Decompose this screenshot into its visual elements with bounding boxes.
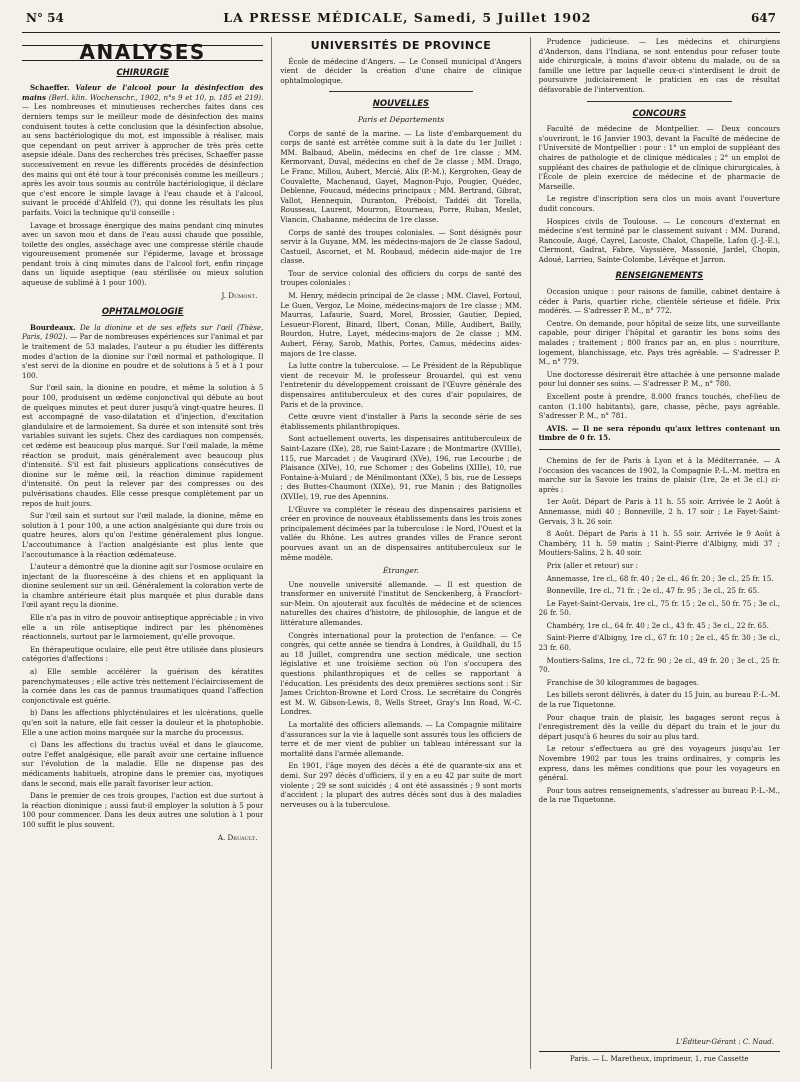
issue-number: N° 54	[26, 11, 64, 25]
paragraph: b) Dans les affections phlycténulaires et les ulcérations, quelle qu'en soit la nature, elle fait cesser la douleur et la photophobie. Elle a une action moins marquée sur la marche du processus.	[22, 708, 264, 737]
paragraph: Lavage et brossage énergique des mains pendant cinq minutes avec un savon mou et dans de l'eau aussi chaude que possible, toilette des ongles, asséchage avec une compresse stérile chaude vigoureusement promenée sur l'épiderme, lavage et brossage pendant trois à cinq minutes dans de l'alcool fort, enfin rinçage dans un liquide aseptique (eau stérilisée ou mieux solution aqueuse de sublimé à 1 pour 100).	[22, 220, 264, 288]
paragraph: Le retour s'effectuera au gré des voyageurs jusqu'au 1er Novembre 1902 par tous les trains ordinaires, y compris les express, dans les mêmes conditions que pour les voyageurs en général.	[538, 744, 780, 783]
column-middle	[280, 37, 521, 1069]
paragraph: En thérapeutique oculaire, elle peut être utilisée dans plusieurs catégories d'affections :	[22, 644, 264, 664]
article-body: — Les nombreuses et minutieuses recherches faites dans ces derniers temps sur le meilleur mode de désinfection des mains conduisent toutes à cette conclusion que la désinfection absolue, au sens bactériologique du mot, est impossible à réaliser, mais que cependant on peut arriver à approcher de très près cette asepsie idéale. Dans des recherches très précises, Schaeffer passe successivement en revue les différents procédés de désinfection des mains qui ont été tour à tour préconisés comme les meilleurs ; après les avoir tous soumis au contrôle bactériologique, il déclare que c'est encore le simple lavage à l'eau chaude et à l'alcool, suivant le procédé d'Ahlfeld (?), qui donne les résultats les plus parfaits. Voici la technique qu'il conseille :	[22, 102, 264, 217]
article-ref: (Thèse, Paris, 1902).	[22, 322, 264, 342]
article-schaeffer	[22, 83, 263, 217]
paragraph: c) Dans les affections du tractus uvéal et dans le glaucome, outre l'effet analgésique, elle paraît avoir une certaine influence sur l'évolution de la maladie. Elle ne dispense pas des médicaments habituels, atropine dans le premier cas, myotiques dans le second, mais elle paraît favoriser leur action.	[22, 740, 264, 788]
paragraph: La lutte contre la tuberculose. — Le Président de la République vient de recevoir M. le professeur Brouardel, qui est venu l'entretenir du développement croissant de l'Œuvre générale des dispensaires antituberculeux et des cures d'air populaires, de Paris et de la province.	[280, 361, 522, 409]
paragraph: Faculté de médecine de Montpellier. — Deux concours s'ouvriront, le 16 Janvier 1903, devant la Faculté de médecine de l'Université de Montpellier : pour : 1° un emploi de suppléant des chaires de pathologie et de clinique médicales ; 2° un emploi de suppléant des chaires de pathologie et de clinique chirurgicales, à l'École de plein exercice de médecine et de pharmacie de Marseille.	[538, 124, 780, 191]
paragraph: Excellent poste à prendre, 8.000 francs touchés, chef-lieu de canton (1.100 habitants), gare, chasse, pêche, pays agréable. S'adresser P. M., n° 781.	[538, 392, 780, 421]
column-separator	[530, 37, 531, 1069]
fare-line: Chambéry, 1re cl., 64 fr. 40 ; 2e cl., 43 fr. 45 ; 3e cl., 22 fr. 65.	[546, 620, 769, 630]
paragraph: Prix (aller et retour) sur :	[546, 560, 638, 570]
paragraph: Sur l'œil sain et surtout sur l'œil malade, la dionine, même en solution à 1 pour 100, a une action analgésiante qui dure trois ou quatre heures, alors qu'on l'estime généralement plus longue. L'accoutumance à l'action analgésiante est plus lente que l'accoutumance à la réaction œdémateuse.	[22, 511, 264, 559]
article-title: De la dionine et de ses effets sur l'œil	[79, 322, 233, 332]
subheading-etranger: Étranger.	[382, 566, 420, 576]
article-bourdeaux	[22, 323, 263, 381]
printer-credit: Paris. — L. Maretheux, imprimeur, 1, rue Cassette	[539, 1051, 780, 1065]
heading-ophtalmologie: OPHTALMOLOGIE	[101, 307, 184, 318]
newspaper-page	[22, 10, 780, 1072]
paragraph: Corps de santé des troupes coloniales. — Sont désignés pour servir à la Guyane, MM. les médecins-majors de 2e classe Sadoul, Castueil, Ascornet, et M. Roubaud, médecin aide-major de 1re classe.	[280, 227, 522, 266]
paragraph: Elle n'a pas in vitro de pouvoir antiseptique appréciable ; in vivo elle a un rôle antiseptique indirect par les phénomènes réactionnels, surtout par le larmoiement, qu'elle provoque.	[22, 613, 264, 642]
subheading-paris: Paris et Départements	[357, 114, 445, 124]
section-title-analyses: ANALYSES	[22, 45, 263, 61]
paragraph: Dans le premier de ces trois groupes, l'action est due surtout à la réaction dioninique ; aussi faut-il employer la solution à 5 pour 100 pour commencer. Dans les deux autres une solution à 1 pour 100 suffit le plus souvent.	[22, 791, 264, 829]
paragraph: L'Œuvre va compléter le réseau des dispensaires parisiens et créer en province de nouveaux établissements dans les trois zones principalement décimées par la tuberculose : le Nord, l'Ouest et la vallée du Rhône. Les autres grandes villes de France seront pourvues avant un an de dispensaires antituberculeux sur le même modèle.	[280, 504, 522, 562]
paragraph: Chemins de fer de Paris à Lyon et à la Méditerranée. — A l'occasion des vacances de 1902, la Compagnie P.-L.-M. mettra en marche sur la Savoie les trains de plaisir (1re, 2e et 3e cl.) ci-après :	[538, 455, 780, 494]
divider	[587, 101, 732, 102]
column-separator	[271, 37, 272, 1069]
paragraph: Sont actuellement ouverts, les dispensaires antituberculeux de Saint-Lazare (IXe), 28, rue Saint-Lazare ; de Montmartre (XVIIIe), 115, rue Marcadet ; de Vaugirard (XVe), 196, rue Lecourbe ; de Plaisance (XIVe), 10, rue Schomer ; des Gobelins (XIIIe), 10, rue Fontaine-à-Mulard ; de Ménilmontant (XXe), 5 bis, rue de Lesseps ; des Buttes-Chaumont (XIXe), 91, rue Manin ; des Batignolles (XVIIe), 19, rue des Apennins.	[280, 434, 522, 501]
heading-concours: CONCOURS	[632, 108, 687, 119]
paragraph: 1er Août. Départ de Paris à 11 h. 55 soir. Arrivée le 2 Août à Annemasse, midi 40 ; Bonneville, 2 h. 17 soir ; Le Fayet-Saint-Gervais, 3 h. 26 soir.	[538, 497, 780, 526]
paragraph: Congrès international pour la protection de l'enfance. — Ce congrès, qui cette année se tiendra à Londres, à Guildhall, du 15 au 18 Juillet, comprendra une section médicale, une section législative et une troisième section où l'on s'occupera des questions philanthropiques et de celles se rapportant à l'éducation. Les présidents des deux premières sections sont : Sir James Crichton-Browne et Lord Cross. Le secrétaire du Congrès est M. W. Gibson-Lewis, 8, Wells Street, Gray's Inn Road, W.-C. Londres.	[280, 630, 522, 717]
fare-line: Bonneville, 1re cl., 71 fr. ; 2e cl., 47 fr. 95 ; 3e cl., 25 fr. 65.	[546, 586, 760, 596]
paragraph: En 1901, l'âge moyen des décès a été de quarante-six ans et demi. Sur 297 décès d'officiers, il y en a eu 42 par suite de mort violente ; 29 se sont suicidés ; 4 ont été assassinés ; 9 sont morts d'accident ; la plupart des autres décès sont dus à des maladies nerveuses ou à la tuberculose.	[280, 761, 522, 809]
paragraph: Tour de service colonial des officiers du corps de santé des troupes coloniales :	[280, 268, 522, 288]
page-header	[22, 10, 780, 30]
fare-line: Moutiers-Salins, 1re cl., 72 fr. 90 ; 2e cl., 49 fr. 20 ; 3e cl., 25 fr. 70.	[538, 655, 780, 675]
paragraph: Le registre d'inscription sera clos un mois avant l'ouverture dudit concours.	[538, 194, 780, 213]
author-name: Bourdeaux.	[30, 322, 76, 332]
section-title-universites: UNIVERSITÉS DE PROVINCE	[310, 39, 492, 52]
column-footer	[539, 1038, 780, 1065]
paragraph: a) Elle semble accélérer la guérison des kératites parenchymateuses ; elle active très nettement l'éclaircissement de la cornée dans les cas de pannus traumatiques quand l'affection conjonctivale est guérie.	[22, 667, 264, 705]
masthead-title: LA PRESSE MÉDICALE, Samedi, 5 Juillet 1902	[223, 10, 592, 25]
paragraph: Pour tous autres renseignements, s'adresser au bureau P.-L.-M., de la rue Tiquetonne.	[538, 785, 780, 805]
paragraph: Une nouvelle université allemande. — Il est question de transformer en université l'institut de Senckenberg, à Francfort-sur-Mein. On ajouterait aux facultés de médecine et de sciences naturelles des chaires d'histoire, de philosophie, de langue et de littérature allemandes.	[280, 579, 522, 628]
paragraph: Pour chaque train de plaisir, les bagages seront reçus à l'enregistrement dès la veille du départ du train et le jour du départ jusqu'à 6 heures du soir au plus tard.	[538, 712, 780, 741]
page-number: 647	[750, 11, 776, 25]
paragraph: Prudence judicieuse. — Les médecins et chirurgiens d'Anderson, dans l'Indiana, se sont entendus pour refuser toute aide chirurgicale, à moins d'avoir obtenu du malade, ou de sa famille une lettre par laquelle ceux-ci s'interdisent le droit de poursuivre judiciairement le praticien en cas de résultat défavorable de l'intervention.	[538, 37, 780, 94]
header-rule	[22, 32, 780, 33]
editor-credit: L'Éditeur-Gérant : C. Naud.	[675, 1037, 774, 1046]
article-ref: (Berl. klin. Wochenschr., 1902, n°s 9 et 10, p. 185 et 219).	[48, 92, 264, 102]
divider	[539, 449, 780, 450]
paragraph: L'auteur a démontré que la dionine agit sur l'osmose oculaire en injectant de la fluorescéine à des chiens et en appliquant la dionine seulement sur un œil. Généralement la coloration verte de la chambre antérieure était plus marquée et plus durable dans l'œil ayant reçu la dionine.	[22, 562, 264, 610]
paragraph: Corps de santé de la marine. — La liste d'embarquement du corps de santé est arrêtée comme suit à la date du 1er Juillet : MM. Balbaud, Abelin, médecins en chef de 1re classe ; MM. Kermorvant, Duval, médecins en chef de 2e classe ; MM. Drago, Le Franc, Millou, Aubert, Mercié, Alix (P.-M.), Kergrohen, Geay de Couvalette, Machenaud, Gayet, Magnon-Pujo, Pougier, Quédec, Deblenne, Foucaud, médecins principaux ; MM. Bertrand, Gibrat, Vallot, Hennequin, Duranton, Préboist, Taddéi dit Torella, Rousseau, Laurent, Mourron, Etourneau, Porre, Ruban, Meslet, Viancin, Chabanne, médecins de 1re classe.	[280, 128, 522, 224]
heading-chirurgie: CHIRURGIE	[116, 67, 169, 78]
paragraph: École de médecine d'Angers. — Le Conseil municipal d'Angers vient de décider la création d'une chaire de clinique ophtalmologique.	[280, 56, 522, 85]
paragraph: Cette œuvre vient d'installer à Paris la seconde série de ses établissements philanthropiques.	[280, 412, 522, 431]
paragraph: M. Henry, médecin principal de 2e classe ; MM. Clavel, Fortoul, Le Guen, Vergoz, Le Moine, médecins-majors de 1re classe ; MM. Maurras, Lafaurie, Suard, Morel, Brossier, Gautier, Depied, Lesueur-Florent, Binard, Ilbert, Conan, Mille, Audibert, Bailly, Bourdon, Hutre, Layet, médecins-majors de 2e classe ; MM. Aubert, Féray, Sarob, Mathis, Portes, Camus, médecins aides-majors de 1re classe.	[280, 291, 522, 358]
paragraph: Franchise de 30 kilogrammes de bagages.	[546, 677, 699, 687]
paragraph: Sur l'œil sain, la dionine en poudre, et même la solution à 5 pour 100, produisent un œdème conjonctival qui débute au bout de quelques minutes et peut durer jusqu'à vingt-quatre heures. Il est accompagné de vaso-dilatation et d'injection, d'excitation glandulaire et de larmoiement. Sa durée et son intensité sont très variables suivant les sujets. Chez des cardiaques non compensés, cet œdème est beaucoup plus marqué. Sur l'œil malade, la même réaction se produit, mais généralement avec beaucoup plus d'intensité. S'il est fait plusieurs applications consécutives de dionine sur le même œil, la réaction diminue rapidement d'intensité. On peut la relever par des compresses ou des pulvérisations chaudes. Elle cesse presque complètement par un repos de huit jours.	[22, 383, 264, 508]
paragraph: Hospices civils de Toulouse. — Le concours d'externat en médecine s'est terminé par le classement suivant : MM. Durand, Rancoule, Augé, Cayrel, Lacoste, Chalot, Chapelle, Lafon (J.-J.-E.), Clermont, Gadrat, Fabre, Vayssière, Massonié, Jardel, Chopin, Adoué, Larrieu, Sainte-Colombe, Lévêque et Jarron.	[538, 216, 780, 264]
paragraph: Une doctoresse désirerait être attachée à une personne malade pour lui donner ses soins. — S'adresser P. M., n° 780.	[538, 369, 780, 389]
paragraph: Centre. On demande, pour hôpital de seize lits, une surveillante capable, pour diriger l'hôpital et garantir les bons soins des malades ; traitement ; 800 francs par an, en plus : nourriture, logement, blanchissage, etc. Pays très agréable. — S'adresser P. M., n° 779.	[538, 318, 780, 367]
fare-line: Le Fayet-Saint-Gervais, 1re cl., 75 fr. 15 ; 2e cl., 50 fr. 75 ; 3e cl., 26 fr. 50.	[538, 598, 780, 618]
heading-renseignements: RENSEIGNEMENTS	[615, 271, 704, 282]
column-right	[539, 37, 780, 1069]
notice: AVIS. — Il ne sera répondu qu'aux lettres contenant un timbre de 0 fr. 15.	[538, 423, 780, 443]
paragraph: La mortalité des officiers allemands. — La Compagnie militaire d'assurances sur la vie à laquelle sont assurés tous les officiers de terre et de mer vient de publier un tableau intéressant sur la mortalité dans l'armée allemande.	[280, 720, 522, 758]
paragraph: Les billets seront délivrés, à dater du 15 Juin, au bureau P.-L.-M. de la rue Tiquetonne.	[538, 690, 780, 710]
article-title: Valeur de l'alcool pour la désinfection des mains	[22, 83, 264, 102]
fare-line: Annemasse, 1re cl., 68 fr. 40 ; 2e cl., 46 fr. 20 ; 3e cl., 25 fr. 15.	[546, 573, 774, 583]
fare-line: Saint-Pierre d'Albigny, 1re cl., 67 fr. 10 ; 2e cl., 45 fr. 30 ; 3e cl., 23 fr. 60.	[538, 633, 780, 653]
columns	[22, 37, 780, 1069]
signature: J. Dumont.	[221, 290, 258, 300]
paragraph: Occasion unique : pour raisons de famille, cabinet dentaire à céder à Paris, quartier riche, clientèle sérieuse et fidèle. Prix modérés. — S'adresser P. M., n° 772.	[538, 287, 780, 316]
column-left	[22, 37, 263, 1069]
article-body: — Par de nombreuses expériences sur l'animal et par le traitement de 53 malades, l'auteur a pu étudier les différents modes d'action de la dionine sur l'œil normal et pathologique. Il s'est servi de la dionine en poudre et de solutions à 5 et à 1 pour 100.	[22, 332, 264, 380]
heading-nouvelles: NOUVELLES	[372, 99, 430, 110]
divider	[329, 91, 474, 92]
signature: A. Druault.	[217, 832, 258, 842]
paragraph: 8 Août. Départ de Paris à 11 h. 55 soir. Arrivée le 9 Août à Chambéry, 11 h. 59 matin ; Saint-Pierre d'Albigny, midi 37 ; Moutiers-Salins, 2 h. 40 soir.	[538, 529, 780, 558]
author-name: Schaeffer.	[30, 83, 70, 93]
